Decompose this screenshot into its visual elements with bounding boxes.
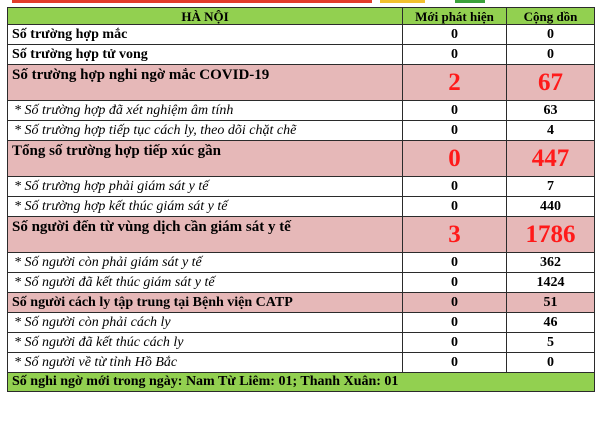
- row-label: * Số người đã kết thúc giám sát y tế: [8, 273, 403, 293]
- row-new: 3: [403, 217, 507, 253]
- row-new: 0: [403, 293, 507, 313]
- table-row-highlight: [8, 217, 595, 253]
- row-label: Số người đến từ vùng dịch cần giám sát y tế: [8, 217, 403, 253]
- row-total: 447: [507, 141, 595, 177]
- row-total: 63: [507, 101, 595, 121]
- row-new: 0: [403, 273, 507, 293]
- row-new: 0: [403, 121, 507, 141]
- table-row: [8, 197, 595, 217]
- table-row: [8, 313, 595, 333]
- row-total: 362: [507, 253, 595, 273]
- table-row: [8, 273, 595, 293]
- table-row: [8, 253, 595, 273]
- row-label: Số người cách ly tập trung tại Bệnh viện CATP: [8, 293, 403, 313]
- row-label: Số trường hợp mắc: [8, 25, 403, 45]
- row-total: 5: [507, 333, 595, 353]
- row-label: * Số người còn phải cách ly: [8, 313, 403, 333]
- row-label: Số trường hợp tử vong: [8, 45, 403, 65]
- table-row-highlight: [8, 141, 595, 177]
- row-total: 0: [507, 45, 595, 65]
- row-total: 0: [507, 25, 595, 45]
- table-row: [8, 101, 595, 121]
- row-total: 67: [507, 65, 595, 101]
- row-new: 0: [403, 353, 507, 373]
- table-row-highlight: [8, 293, 595, 313]
- row-new: 0: [403, 101, 507, 121]
- row-total: 46: [507, 313, 595, 333]
- row-label: * Số người về từ tỉnh Hồ Bắc: [8, 353, 403, 373]
- table-footer-row: [8, 373, 595, 392]
- table-row: [8, 177, 595, 197]
- row-new: 0: [403, 253, 507, 273]
- footer-note: Số nghi ngờ mới trong ngày: Nam Từ Liêm: 01; Thanh Xuân: 01: [8, 373, 595, 392]
- row-new: 0: [403, 313, 507, 333]
- row-label: Tổng số trường hợp tiếp xúc gần: [8, 141, 403, 177]
- table-row: [8, 333, 595, 353]
- table-row: [8, 353, 595, 373]
- yellow-banner-fragment: [380, 0, 425, 3]
- row-new: 0: [403, 197, 507, 217]
- row-total: 4: [507, 121, 595, 141]
- row-label: Số trường hợp nghi ngờ mắc COVID-19: [8, 65, 403, 101]
- green-banner-fragment: [455, 0, 485, 3]
- table-header-row: [8, 8, 595, 25]
- row-label: * Số trường hợp phải giám sát y tế: [8, 177, 403, 197]
- row-label: * Số người đã kết thúc cách ly: [8, 333, 403, 353]
- header-total: Cộng dồn: [507, 8, 595, 25]
- table-row: [8, 45, 595, 65]
- covid-statistics-table: [7, 7, 595, 392]
- row-total: 7: [507, 177, 595, 197]
- row-total: 51: [507, 293, 595, 313]
- row-label: * Số trường hợp tiếp tục cách ly, theo dõi chặt chẽ: [8, 121, 403, 141]
- row-new: 0: [403, 45, 507, 65]
- row-new: 0: [403, 141, 507, 177]
- row-label: * Số trường hợp kết thúc giám sát y tế: [8, 197, 403, 217]
- row-total: 1786: [507, 217, 595, 253]
- row-total: 1424: [507, 273, 595, 293]
- row-new: 0: [403, 25, 507, 45]
- table-row-highlight: [8, 65, 595, 101]
- row-label: * Số trường hợp đã xét nghiệm âm tính: [8, 101, 403, 121]
- table-row: [8, 25, 595, 45]
- row-new: 0: [403, 333, 507, 353]
- table-row: [8, 121, 595, 141]
- row-total: 440: [507, 197, 595, 217]
- header-region: HÀ NỘI: [8, 8, 403, 25]
- header-new: Mới phát hiện: [403, 8, 507, 25]
- row-new: 2: [403, 65, 507, 101]
- row-new: 0: [403, 177, 507, 197]
- red-banner-fragment: [12, 0, 372, 3]
- row-total: 0: [507, 353, 595, 373]
- row-label: * Số người còn phải giám sát y tế: [8, 253, 403, 273]
